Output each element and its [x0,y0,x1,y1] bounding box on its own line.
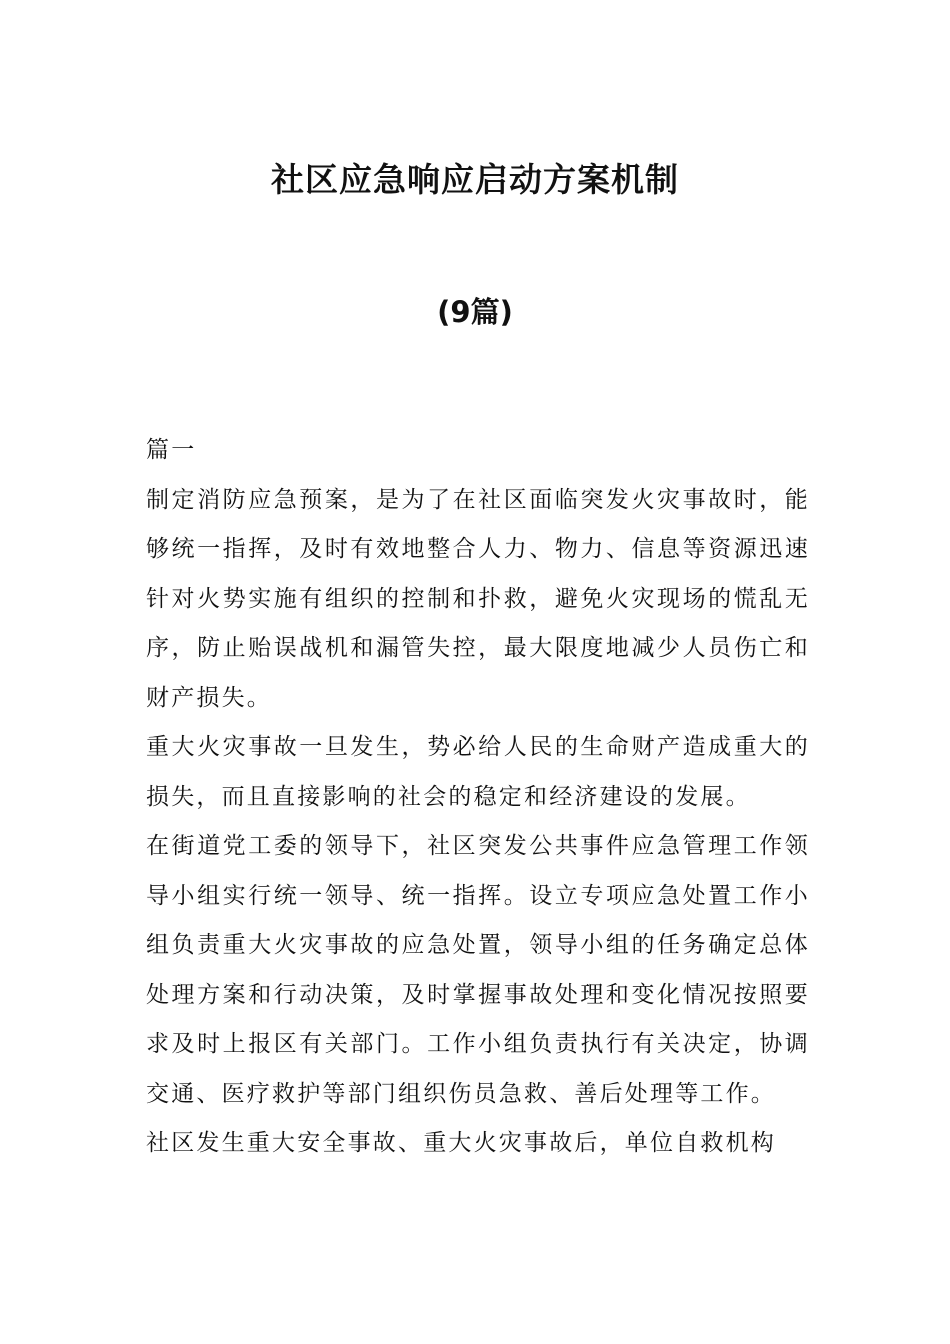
paragraph: 在街道党工委的领导下，社区突发公共事件应急管理工作领导小组实行统一领导、统一指挥。设立专项应急处置工作小组负责重大火灾事故的应急处置，领导小组的任务确定总体处理方案和行动决策，及时掌握事故处理和变化情况按照要求及时上报区有关部门。工作小组负责执行有关决定，协调交通、医疗救护等部门组织伤员急救、善后处理等工作。 [146,833,810,1107]
paragraph: 重大火灾事故一旦发生，势必给人民的生命财产造成重大的损失，而且直接影响的社会的稳定和经济建设的发展。 [146,734,810,810]
section-heading: 篇一 [146,437,197,463]
paragraph: 制定消防应急预案，是为了在社区面临突发火灾事故时，能够统一指挥，及时有效地整合人力、物力、信息等资源迅速针对火势实施有组织的控制和扑救，避免火灾现场的慌乱无序，防止贻误战机和漏管失控，最大限度地减少人员伤亡和财产损失。 [146,486,810,711]
document-body [146,426,810,1169]
document-title: 社区应急响应启动方案机制 [271,160,679,199]
document-subtitle: (9篇) [437,295,513,329]
paragraph: 社区发生重大安全事故、重大火灾事故后，单位自救机构 [146,1130,776,1156]
